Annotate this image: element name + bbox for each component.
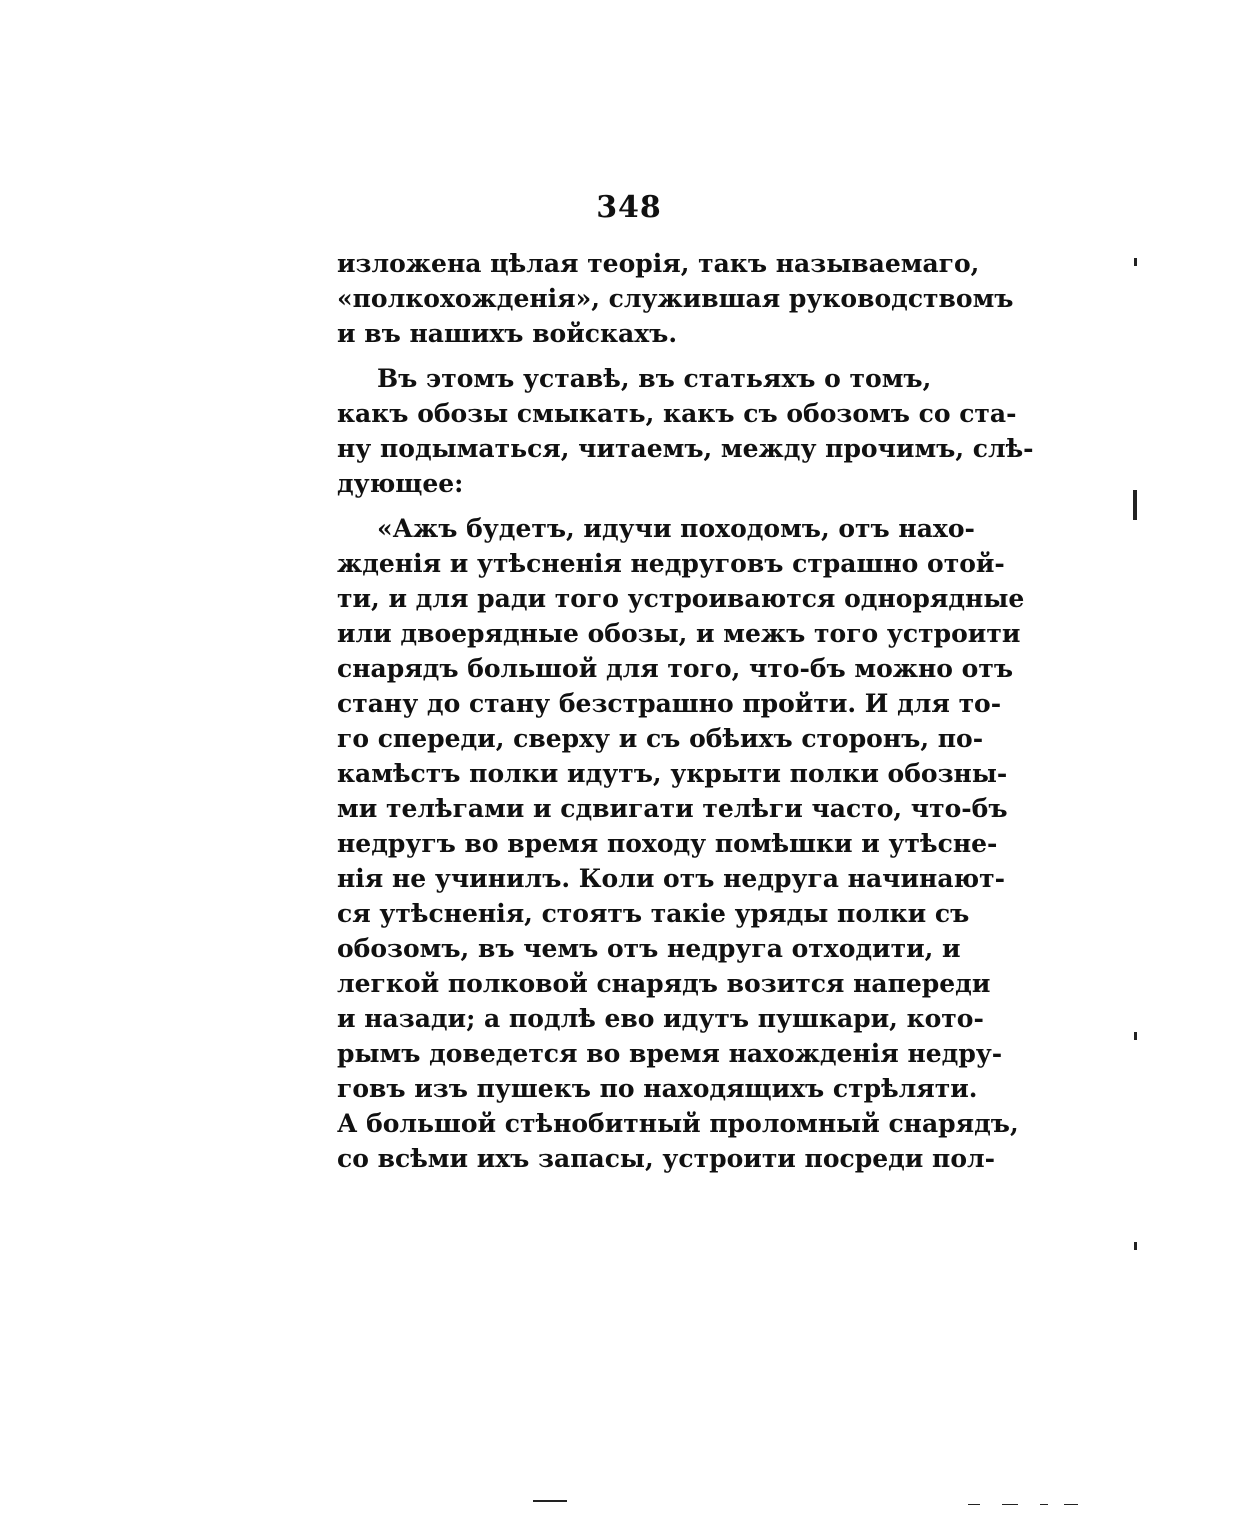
text-line: обозомъ, въ чемъ отъ недруга отходити, и: [337, 934, 961, 963]
paragraph-1: [337, 246, 1014, 351]
text-line: «Ажъ будетъ, идучи походомъ, отъ нахо-: [377, 514, 975, 543]
text-line: изложена цѣлая теорія, такъ называемаго,: [337, 249, 980, 278]
text-line: легкой полковой снарядъ возится напереди: [337, 969, 991, 998]
page-number: 348: [596, 190, 662, 225]
text-line: А большой стѣнобитный проломный снарядъ,: [337, 1109, 1019, 1138]
text-line: какъ обозы смыкать, какъ съ обозомъ со ста-: [337, 399, 1017, 428]
text-line: говъ изъ пушекъ по находящихъ стрѣляти.: [337, 1074, 978, 1103]
text-line: или двоерядные обозы, и межъ того устроити: [337, 619, 1021, 648]
scan-mark: [1002, 1504, 1018, 1505]
paragraph-3: [337, 511, 1025, 1176]
scan-mark: [1064, 1504, 1078, 1505]
text-line: ну подыматься, читаемъ, между прочимъ, слѣ-: [337, 434, 1034, 463]
text-line: стану до стану безстрашно пройти. И для то-: [337, 689, 1002, 718]
scan-mark: [1134, 258, 1137, 266]
text-line: и въ нашихъ войскахъ.: [337, 319, 678, 348]
text-line: снарядъ большой для того, что-бъ можно отъ: [337, 654, 1014, 683]
text-line: и назади; а подлѣ ево идутъ пушкари, кото-: [337, 1004, 984, 1033]
paragraph-2: [337, 361, 1034, 501]
scan-mark: [533, 1500, 567, 1502]
text-line: рымъ доведется во время нахожденія недру-: [337, 1039, 1003, 1068]
text-line: ми телѣгами и сдвигати телѣги часто, что-бъ: [337, 794, 1008, 823]
scan-mark: [1040, 1504, 1048, 1505]
text-line: дующее:: [337, 469, 464, 498]
scan-mark: [1134, 1242, 1137, 1250]
text-line: го спереди, сверху и съ обѣихъ сторонъ, по-: [337, 724, 984, 753]
body-text: [337, 246, 1034, 1176]
text-line: Въ этомъ уставѣ, въ статьяхъ о томъ,: [377, 364, 932, 393]
text-line: ти, и для ради того устроиваются однорядные: [337, 584, 1025, 613]
text-line: «полкохожденія», служившая руководствомъ: [337, 284, 1014, 313]
text-line: камѣстъ полки идутъ, укрыти полки обозны-: [337, 759, 1008, 788]
text-line: со всѣми ихъ запасы, устроити посреди пол-: [337, 1144, 996, 1173]
scan-mark: [968, 1504, 980, 1505]
text-line: недругъ во время походу помѣшки и утѣсне-: [337, 829, 998, 858]
text-line: жденія и утѣсненія недруговъ страшно отой-: [337, 549, 1005, 578]
text-line: нія не учинилъ. Коли отъ недруга начинают-: [337, 864, 1006, 893]
text-line: ся утѣсненія, стоятъ такіе уряды полки съ: [337, 899, 970, 928]
scan-mark: [1133, 490, 1137, 520]
scan-mark: [1134, 1032, 1137, 1040]
